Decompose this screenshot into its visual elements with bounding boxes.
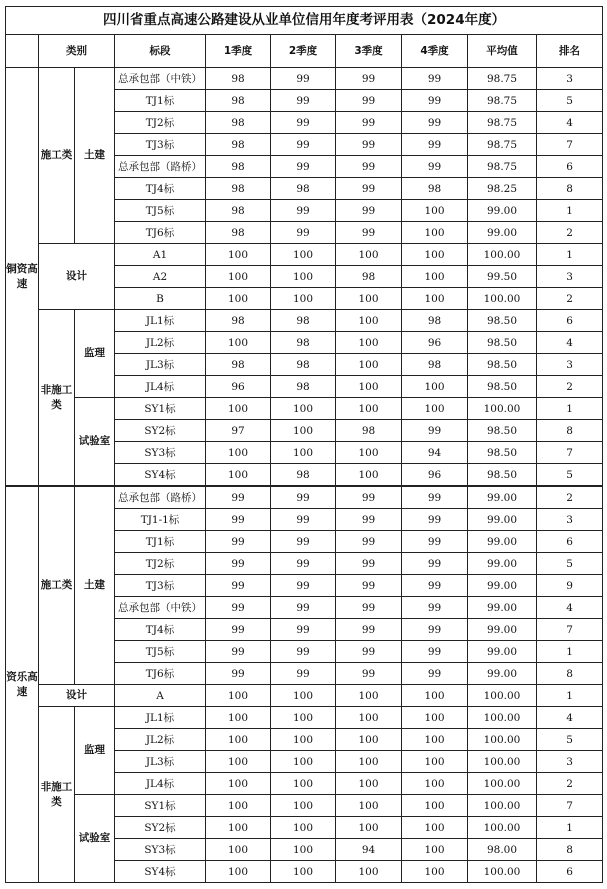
q2-score: 99 [271,509,336,531]
table-row [6,707,603,729]
q3-score: 100 [336,817,402,839]
section-name: JL1标 [115,707,206,729]
q4-score: 99 [402,663,468,685]
q2-score: 99 [271,553,336,575]
q3-score: 99 [336,553,402,575]
q3-score: 100 [336,464,402,487]
q3-score: 99 [336,486,402,509]
table-row [6,398,603,420]
average-score: 98.00 [468,839,537,861]
header-q4: 4季度 [402,35,468,68]
q2-score: 99 [271,663,336,685]
q4-score: 99 [402,156,468,178]
credit-evaluation-table-wrapper [5,6,602,883]
q4-score: 99 [402,134,468,156]
q1-score: 99 [206,619,271,641]
section-name: JL3标 [115,751,206,773]
q3-score: 100 [336,332,402,354]
q4-score: 99 [402,486,468,509]
q2-score: 100 [271,707,336,729]
average-score: 98.75 [468,90,537,112]
section-name: SY1标 [115,795,206,817]
q4-score: 100 [402,376,468,398]
table-row [6,310,603,332]
section-name: TJ3标 [115,134,206,156]
average-score: 98.50 [468,420,537,442]
rank-value: 3 [537,509,603,531]
q4-score: 98 [402,178,468,200]
q2-score: 99 [271,200,336,222]
average-score: 100.00 [468,244,537,266]
q2-score: 99 [271,90,336,112]
rank-value: 6 [537,861,603,883]
q1-score: 98 [206,156,271,178]
q4-score: 99 [402,619,468,641]
category-subgroup: 试验室 [75,398,115,487]
section-name: SY3标 [115,442,206,464]
average-score: 99.00 [468,619,537,641]
section-name: TJ1标 [115,531,206,553]
q3-score: 98 [336,420,402,442]
table-row [6,685,603,707]
average-score: 98.50 [468,442,537,464]
rank-value: 7 [537,795,603,817]
rank-value: 8 [537,839,603,861]
q1-score: 98 [206,68,271,90]
q3-score: 99 [336,575,402,597]
rank-value: 8 [537,178,603,200]
section-name: JL4标 [115,376,206,398]
q2-score: 99 [271,531,336,553]
q3-score: 99 [336,641,402,663]
q2-score: 100 [271,420,336,442]
average-score: 98.50 [468,310,537,332]
q4-score: 98 [402,310,468,332]
q4-score: 100 [402,839,468,861]
q1-score: 99 [206,509,271,531]
q1-score: 100 [206,773,271,795]
section-name: JL3标 [115,354,206,376]
rank-value: 1 [537,398,603,420]
section-name: JL2标 [115,332,206,354]
average-score: 100.00 [468,707,537,729]
table-row [6,68,603,90]
rank-value: 3 [537,68,603,90]
rank-value: 1 [537,200,603,222]
section-name: TJ4标 [115,619,206,641]
section-name: TJ3标 [115,575,206,597]
rank-value: 8 [537,420,603,442]
q1-score: 98 [206,354,271,376]
table-body [6,68,603,883]
q4-score: 96 [402,332,468,354]
header-q1: 1季度 [206,35,271,68]
rank-value: 5 [537,464,603,487]
q2-score: 100 [271,288,336,310]
section-name: 总承包部（路桥） [115,486,206,509]
q2-score: 98 [271,464,336,487]
q1-score: 100 [206,288,271,310]
q4-score: 100 [402,222,468,244]
rank-value: 6 [537,310,603,332]
q1-score: 100 [206,442,271,464]
q4-score: 99 [402,575,468,597]
section-name: 总承包部（中铁） [115,68,206,90]
section-name: SY4标 [115,861,206,883]
q1-score: 99 [206,531,271,553]
q2-score: 99 [271,486,336,509]
q2-score: 99 [271,112,336,134]
section-name: TJ6标 [115,663,206,685]
rank-value: 3 [537,354,603,376]
q1-score: 99 [206,641,271,663]
q4-score: 100 [402,795,468,817]
section-name: SY1标 [115,398,206,420]
q1-score: 100 [206,817,271,839]
rank-value: 5 [537,553,603,575]
q3-score: 100 [336,354,402,376]
q1-score: 96 [206,376,271,398]
average-score: 100.00 [468,729,537,751]
average-score: 99.00 [468,641,537,663]
average-score: 98.50 [468,332,537,354]
table-row [6,795,603,817]
category-group: 非施工类 [39,310,75,487]
q4-score: 99 [402,597,468,619]
average-score: 100.00 [468,817,537,839]
q3-score: 98 [336,266,402,288]
category-subgroup: 试验室 [75,795,115,883]
rank-value: 4 [537,332,603,354]
q4-score: 99 [402,531,468,553]
average-score: 99.50 [468,266,537,288]
q1-score: 100 [206,839,271,861]
q4-score: 100 [402,729,468,751]
average-score: 98.75 [468,156,537,178]
category-subgroup: 监理 [75,310,115,398]
q1-score: 98 [206,112,271,134]
q4-score: 94 [402,442,468,464]
section-name: SY3标 [115,839,206,861]
header-q3: 3季度 [336,35,402,68]
q2-score: 99 [271,575,336,597]
rank-value: 7 [537,442,603,464]
corner-cell [6,35,39,68]
q3-score: 99 [336,90,402,112]
q4-score: 100 [402,266,468,288]
q4-score: 96 [402,464,468,487]
rank-value: 2 [537,486,603,509]
q1-score: 99 [206,553,271,575]
section-name: TJ4标 [115,178,206,200]
q1-score: 98 [206,310,271,332]
q1-score: 100 [206,464,271,487]
q4-score: 100 [402,288,468,310]
rank-value: 1 [537,685,603,707]
section-name: 总承包部（中铁） [115,597,206,619]
q1-score: 98 [206,90,271,112]
q3-score: 100 [336,685,402,707]
section-name: SY4标 [115,464,206,487]
header-section: 标段 [115,35,206,68]
q2-score: 99 [271,641,336,663]
rank-value: 5 [537,729,603,751]
section-name: TJ2标 [115,112,206,134]
category-subgroup: 监理 [75,707,115,795]
average-score: 98.50 [468,464,537,487]
section-name: TJ5标 [115,641,206,663]
q2-score: 100 [271,795,336,817]
category-subgroup: 土建 [75,68,115,244]
section-name: A2 [115,266,206,288]
q2-score: 99 [271,68,336,90]
q3-score: 100 [336,442,402,464]
q4-score: 100 [402,200,468,222]
q3-score: 100 [336,795,402,817]
q1-score: 100 [206,332,271,354]
q1-score: 99 [206,663,271,685]
page-title: 四川省重点高速公路建设从业单位信用年度考评用表（2024年度） [6,7,603,35]
average-score: 100.00 [468,795,537,817]
q2-score: 100 [271,773,336,795]
q1-score: 98 [206,178,271,200]
average-score: 100.00 [468,861,537,883]
rank-value: 3 [537,751,603,773]
rank-value: 2 [537,773,603,795]
average-score: 98.50 [468,354,537,376]
project-name: 资乐高速 [6,486,39,883]
category-group: 设计 [39,244,115,310]
rank-value: 7 [537,619,603,641]
average-score: 100.00 [468,288,537,310]
q4-score: 98 [402,354,468,376]
q4-score: 99 [402,509,468,531]
q2-score: 98 [271,310,336,332]
q2-score: 100 [271,244,336,266]
rank-value: 2 [537,376,603,398]
q3-score: 99 [336,531,402,553]
section-name: SY2标 [115,817,206,839]
average-score: 99.00 [468,553,537,575]
q4-score: 100 [402,398,468,420]
category-group: 非施工类 [39,707,75,883]
q1-score: 100 [206,861,271,883]
header-rank: 排名 [537,35,603,68]
q3-score: 99 [336,509,402,531]
q2-score: 100 [271,398,336,420]
q3-score: 99 [336,156,402,178]
rank-value: 4 [537,597,603,619]
q4-score: 100 [402,751,468,773]
section-name: A [115,685,206,707]
rank-value: 7 [537,134,603,156]
q1-score: 100 [206,266,271,288]
q3-score: 100 [336,751,402,773]
q3-score: 99 [336,112,402,134]
q1-score: 99 [206,575,271,597]
section-name: JL4标 [115,773,206,795]
category-group: 施工类 [39,68,75,244]
q3-score: 99 [336,222,402,244]
rank-value: 8 [537,663,603,685]
average-score: 99.00 [468,509,537,531]
q2-score: 99 [271,597,336,619]
q2-score: 100 [271,861,336,883]
q2-score: 99 [271,619,336,641]
q2-score: 98 [271,354,336,376]
q3-score: 100 [336,244,402,266]
rank-value: 2 [537,222,603,244]
header-q2: 2季度 [271,35,336,68]
q4-score: 100 [402,685,468,707]
q4-score: 99 [402,420,468,442]
average-score: 99.00 [468,575,537,597]
rank-value: 3 [537,266,603,288]
q2-score: 98 [271,178,336,200]
q2-score: 98 [271,376,336,398]
q4-score: 100 [402,817,468,839]
section-name: SY2标 [115,420,206,442]
q2-score: 100 [271,751,336,773]
q3-score: 99 [336,663,402,685]
section-name: B [115,288,206,310]
q1-score: 100 [206,244,271,266]
category-subgroup: 土建 [75,486,115,685]
rank-value: 4 [537,112,603,134]
header-average: 平均值 [468,35,537,68]
q3-score: 100 [336,310,402,332]
category-group: 施工类 [39,486,75,685]
q3-score: 94 [336,839,402,861]
rank-value: 4 [537,707,603,729]
section-name: TJ5标 [115,200,206,222]
q1-score: 99 [206,486,271,509]
average-score: 98.50 [468,376,537,398]
q2-score: 100 [271,817,336,839]
section-name: JL1标 [115,310,206,332]
rank-value: 1 [537,641,603,663]
q1-score: 100 [206,707,271,729]
q3-score: 100 [336,376,402,398]
rank-value: 9 [537,575,603,597]
q2-score: 100 [271,839,336,861]
average-score: 99.00 [468,200,537,222]
q1-score: 98 [206,134,271,156]
q4-score: 99 [402,641,468,663]
q4-score: 99 [402,112,468,134]
average-score: 98.75 [468,112,537,134]
q2-score: 99 [271,134,336,156]
section-name: A1 [115,244,206,266]
q4-score: 99 [402,90,468,112]
q3-score: 99 [336,68,402,90]
q1-score: 98 [206,200,271,222]
q1-score: 100 [206,398,271,420]
average-score: 98.25 [468,178,537,200]
section-name: JL2标 [115,729,206,751]
q2-score: 100 [271,266,336,288]
average-score: 100.00 [468,685,537,707]
rank-value: 6 [537,156,603,178]
q3-score: 100 [336,729,402,751]
section-name: TJ1标 [115,90,206,112]
average-score: 99.00 [468,597,537,619]
q2-score: 100 [271,729,336,751]
average-score: 100.00 [468,751,537,773]
q2-score: 99 [271,222,336,244]
average-score: 98.75 [468,134,537,156]
q3-score: 100 [336,773,402,795]
section-name: TJ2标 [115,553,206,575]
q4-score: 100 [402,773,468,795]
q4-score: 99 [402,553,468,575]
rank-value: 6 [537,531,603,553]
q3-score: 99 [336,178,402,200]
rank-value: 5 [537,90,603,112]
section-name: 总承包部（路桥） [115,156,206,178]
q3-score: 100 [336,861,402,883]
q3-score: 99 [336,134,402,156]
q1-score: 100 [206,795,271,817]
rank-value: 1 [537,244,603,266]
rank-value: 1 [537,817,603,839]
q2-score: 100 [271,442,336,464]
q1-score: 99 [206,597,271,619]
section-name: TJ1-1标 [115,509,206,531]
q2-score: 98 [271,332,336,354]
rank-value: 2 [537,288,603,310]
section-name: TJ6标 [115,222,206,244]
q4-score: 100 [402,707,468,729]
q3-score: 99 [336,597,402,619]
header-category: 类别 [39,35,115,68]
q4-score: 100 [402,244,468,266]
table-row [6,486,603,509]
average-score: 98.75 [468,68,537,90]
q3-score: 100 [336,288,402,310]
average-score: 99.00 [468,531,537,553]
average-score: 99.00 [468,663,537,685]
table-row [6,244,603,266]
q3-score: 100 [336,707,402,729]
q1-score: 100 [206,729,271,751]
q3-score: 99 [336,619,402,641]
q3-score: 99 [336,200,402,222]
average-score: 100.00 [468,398,537,420]
average-score: 99.00 [468,486,537,509]
q2-score: 100 [271,685,336,707]
average-score: 99.00 [468,222,537,244]
average-score: 100.00 [468,773,537,795]
q1-score: 100 [206,751,271,773]
credit-evaluation-table [5,6,603,883]
q3-score: 100 [336,398,402,420]
q1-score: 97 [206,420,271,442]
q4-score: 100 [402,861,468,883]
q4-score: 99 [402,68,468,90]
q1-score: 100 [206,685,271,707]
project-name: 铜资高速 [6,68,39,487]
q2-score: 99 [271,156,336,178]
category-group: 设计 [39,685,115,707]
q1-score: 98 [206,222,271,244]
